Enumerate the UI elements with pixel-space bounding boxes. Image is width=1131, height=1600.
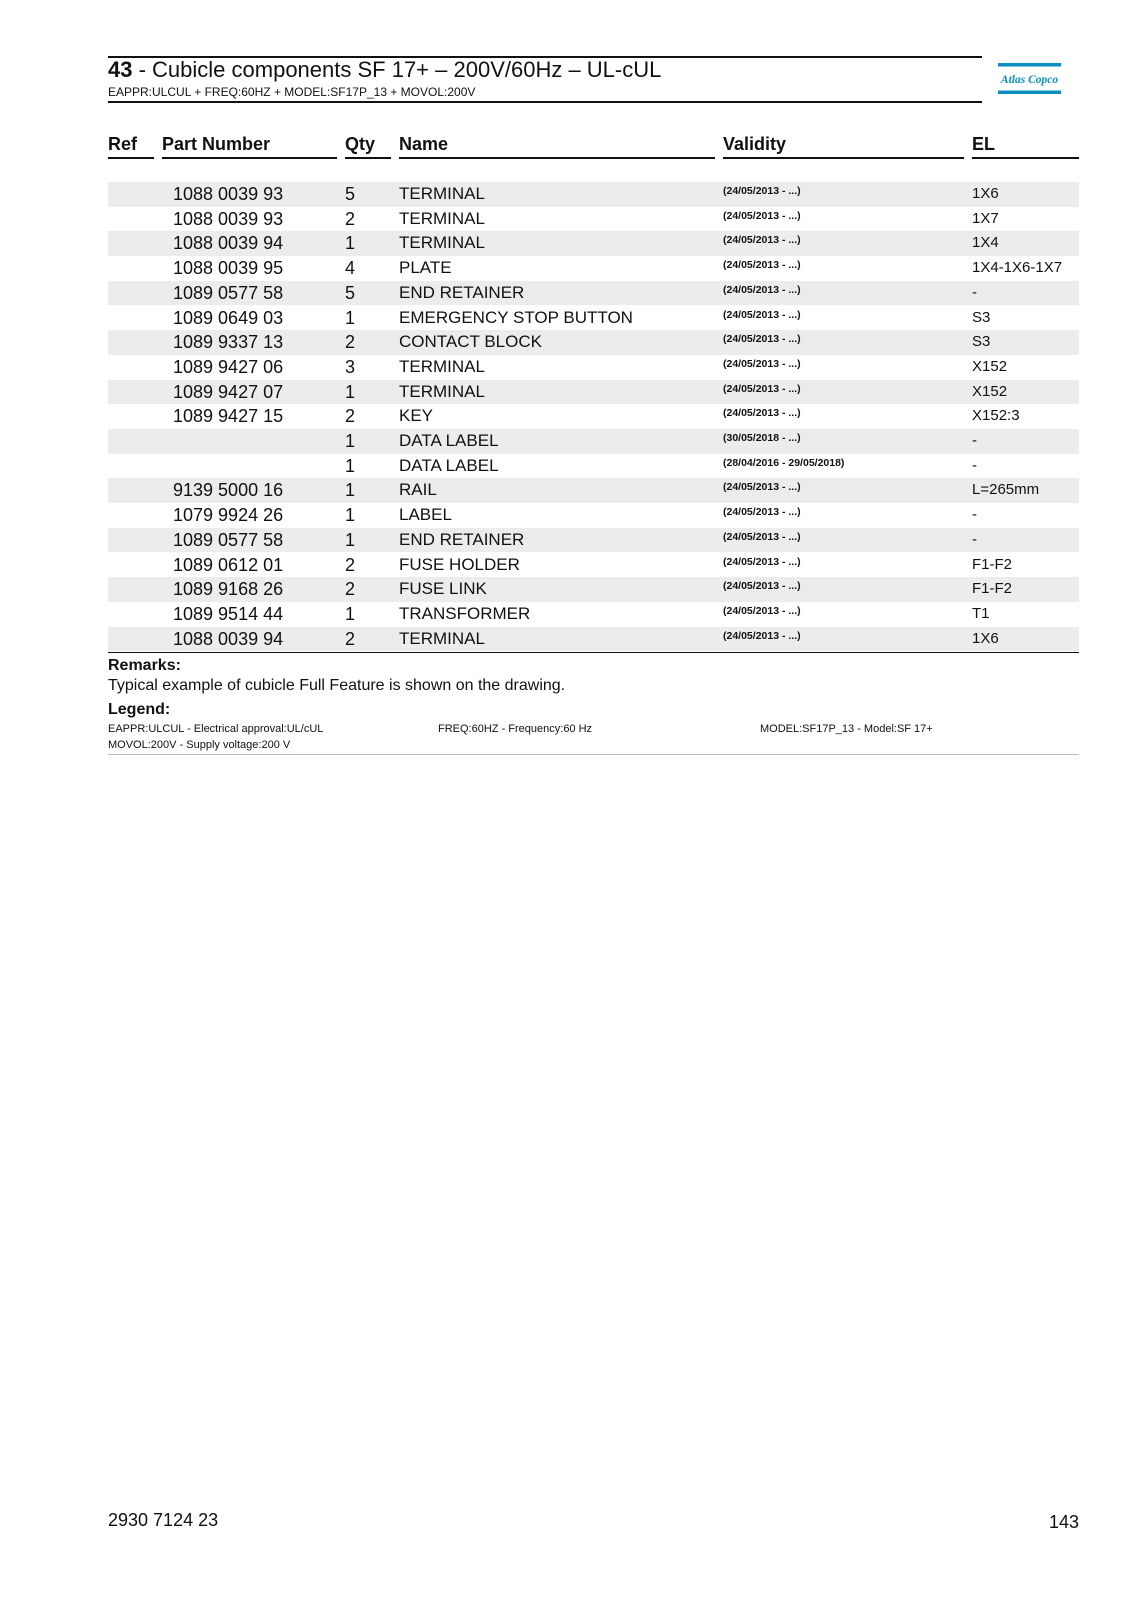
name-cell: EMERGENCY STOP BUTTON (399, 307, 633, 327)
validity-cell: (24/05/2013 - ...) (723, 530, 801, 543)
name-cell: PLATE (399, 258, 452, 278)
name-cell: RAIL (399, 480, 437, 500)
table-row (108, 330, 1079, 355)
logo-text: Atlas Copco (1000, 74, 1059, 86)
table-row (108, 478, 1079, 503)
table-row (108, 404, 1079, 429)
column-header-validity: Validity (723, 134, 787, 154)
header-underline-ref (108, 157, 154, 159)
legend-item: MOVOL:200V - Supply voltage:200 V (108, 739, 291, 751)
part-number-cell: 1089 9427 07 (173, 381, 284, 402)
name-cell: TERMINAL (399, 381, 485, 401)
validity-cell: (30/05/2018 - ...) (723, 432, 801, 444)
qty-cell: 2 (345, 208, 356, 229)
name-cell: TERMINAL (399, 184, 485, 203)
el-cell: 1X7 (972, 209, 999, 227)
el-cell: - (972, 283, 977, 301)
part-number-cell: 1079 9924 26 (173, 505, 284, 526)
part-number-cell: 9139 5000 16 (173, 480, 284, 501)
el-cell: F1-F2 (972, 580, 1013, 598)
name-cell: DATA LABEL (399, 431, 499, 450)
part-number-cell: 1089 0577 58 (173, 529, 284, 550)
table-row (108, 231, 1079, 256)
table-row (108, 256, 1079, 281)
section-number: 43 (108, 57, 133, 82)
el-cell: S3 (972, 333, 991, 351)
qty-cell: 5 (345, 282, 356, 303)
qty-cell: 3 (345, 356, 356, 377)
el-cell: - (972, 530, 977, 548)
validity-cell: (24/05/2013 - ...) (723, 481, 801, 494)
validity-cell: (24/05/2013 - ...) (723, 234, 801, 247)
qty-cell: 1 (345, 480, 356, 501)
qty-cell: 2 (345, 554, 356, 575)
remarks-heading: Remarks: (108, 657, 181, 674)
header-underline-name (399, 157, 715, 159)
el-cell: T1 (972, 604, 990, 622)
qty-cell: 1 (345, 307, 356, 328)
validity-cell: (24/05/2013 - ...) (723, 209, 801, 222)
part-number-cell: 1088 0039 93 (173, 208, 284, 229)
name-cell: CONTACT BLOCK (399, 332, 542, 352)
validity-cell: (24/05/2013 - ...) (723, 407, 801, 420)
table-row (108, 627, 1079, 652)
part-number-cell: 1089 9337 13 (173, 332, 284, 353)
column-header-qty: Qty (345, 134, 376, 154)
qty-cell: 1 (345, 233, 356, 254)
column-header-part-number: Part Number (162, 134, 271, 154)
el-cell: 1X4 (972, 234, 999, 252)
qty-cell: 1 (345, 529, 356, 550)
part-number-cell: 1089 0649 03 (173, 307, 284, 328)
header-underline-qty (345, 157, 391, 159)
table-row (108, 207, 1079, 232)
part-number-cell: 1089 0577 58 (173, 282, 284, 303)
validity-cell: (24/05/2013 - ...) (723, 382, 801, 395)
qty-cell: 5 (345, 184, 356, 204)
table-row (108, 602, 1079, 627)
name-cell: DATA LABEL (399, 455, 499, 475)
table-row (108, 528, 1079, 553)
validity-cell: (24/05/2013 - ...) (723, 333, 801, 346)
legend-heading: Legend: (108, 701, 171, 718)
legend-item: EAPPR:ULCUL - Electrical approval:UL/cUL (108, 723, 324, 735)
name-cell: END RETAINER (399, 529, 525, 549)
part-number-cell: 1089 9168 26 (173, 579, 284, 600)
el-cell: 1X4-1X6-1X7 (972, 259, 1063, 277)
document-number: 2930 7124 23 (108, 1510, 219, 1530)
qty-cell: 2 (345, 579, 356, 600)
part-number-cell: 1088 0039 94 (173, 628, 284, 649)
table-row (108, 355, 1079, 380)
validity-cell: (24/05/2013 - ...) (723, 357, 801, 370)
name-cell: TERMINAL (399, 356, 485, 376)
name-cell: TERMINAL (399, 233, 485, 253)
column-header-name: Name (399, 134, 449, 154)
section-title: - Cubicle components SF 17+ – 200V/60Hz – UL-cUL (132, 57, 662, 82)
name-cell: FUSE LINK (399, 579, 487, 599)
qty-cell: 1 (345, 381, 356, 402)
table-row (108, 306, 1079, 331)
part-number-cell: 1089 9427 15 (173, 406, 284, 427)
page-number: 143 (1048, 1512, 1079, 1532)
page-title (108, 56, 661, 84)
table-row (108, 380, 1079, 405)
column-header-el: EL (972, 134, 996, 154)
page-subtitle: EAPPR:ULCUL + FREQ:60HZ + MODEL:SF17P_13 + MOVOL:200V (108, 85, 476, 99)
qty-cell: 1 (345, 455, 356, 476)
validity-cell: (24/05/2013 - ...) (723, 259, 801, 272)
validity-cell: (24/05/2013 - ...) (723, 629, 801, 642)
qty-cell: 1 (345, 505, 356, 526)
el-cell: 1X6 (972, 629, 999, 647)
table-row (108, 503, 1079, 528)
el-cell: - (972, 506, 977, 524)
el-cell: X152 (972, 382, 1008, 400)
legend-item: FREQ:60HZ - Frequency:60 Hz (438, 723, 593, 735)
validity-cell: (24/05/2013 - ...) (723, 580, 801, 593)
el-cell: L=265mm (972, 481, 1040, 499)
legend-bottom-rule (108, 754, 1079, 755)
qty-cell: 2 (345, 406, 356, 427)
el-cell: X152:3 (972, 407, 1020, 425)
part-number-cell: 1088 0039 94 (173, 233, 284, 254)
el-cell: S3 (972, 308, 991, 326)
el-cell: 1X6 (972, 185, 999, 202)
part-number-cell: 1089 9514 44 (173, 603, 284, 624)
table-row (108, 577, 1079, 602)
validity-cell: (24/05/2013 - ...) (723, 283, 801, 296)
name-cell: TERMINAL (399, 208, 485, 228)
qty-cell: 4 (345, 258, 356, 279)
validity-cell: (24/05/2013 - ...) (723, 555, 801, 568)
header-underline-validity (723, 157, 964, 159)
part-number-cell: 1088 0039 93 (173, 184, 284, 204)
header-underline-part-number (162, 157, 337, 159)
part-number-cell: 1089 9427 06 (173, 356, 284, 377)
atlas-copco-logo (998, 63, 1061, 94)
el-cell: - (972, 456, 977, 474)
table-row (108, 553, 1079, 578)
el-cell: - (972, 432, 977, 449)
name-cell: LABEL (399, 505, 452, 525)
header-underline-el (972, 157, 1079, 159)
remarks-text: Typical example of cubicle Full Feature is shown on the drawing. (108, 677, 566, 694)
header-bottom-rule (108, 101, 982, 103)
table-row (108, 429, 1079, 454)
validity-cell: (24/05/2013 - ...) (723, 185, 801, 197)
part-number-cell: 1088 0039 95 (173, 258, 284, 279)
el-cell: X152 (972, 357, 1008, 375)
qty-cell: 1 (345, 603, 356, 624)
name-cell: FUSE HOLDER (399, 554, 520, 574)
name-cell: END RETAINER (399, 282, 525, 302)
validity-cell: (24/05/2013 - ...) (723, 506, 801, 519)
validity-cell: (24/05/2013 - ...) (723, 604, 801, 617)
qty-cell: 2 (345, 332, 356, 353)
table-row (108, 182, 1079, 207)
table-bottom-rule (108, 652, 1079, 653)
table-row (108, 454, 1079, 479)
name-cell: TERMINAL (399, 628, 485, 648)
part-number-cell: 1089 0612 01 (173, 554, 284, 575)
validity-cell: (24/05/2013 - ...) (723, 308, 801, 321)
qty-cell: 2 (345, 628, 356, 649)
el-cell: F1-F2 (972, 555, 1013, 573)
name-cell: KEY (399, 406, 434, 426)
table-row (108, 281, 1079, 306)
legend-item: MODEL:SF17P_13 - Model:SF 17+ (760, 723, 933, 735)
validity-cell: (28/04/2016 - 29/05/2018) (723, 456, 845, 469)
qty-cell: 1 (345, 431, 356, 451)
column-header-ref: Ref (108, 134, 138, 154)
name-cell: TRANSFORMER (399, 603, 531, 623)
